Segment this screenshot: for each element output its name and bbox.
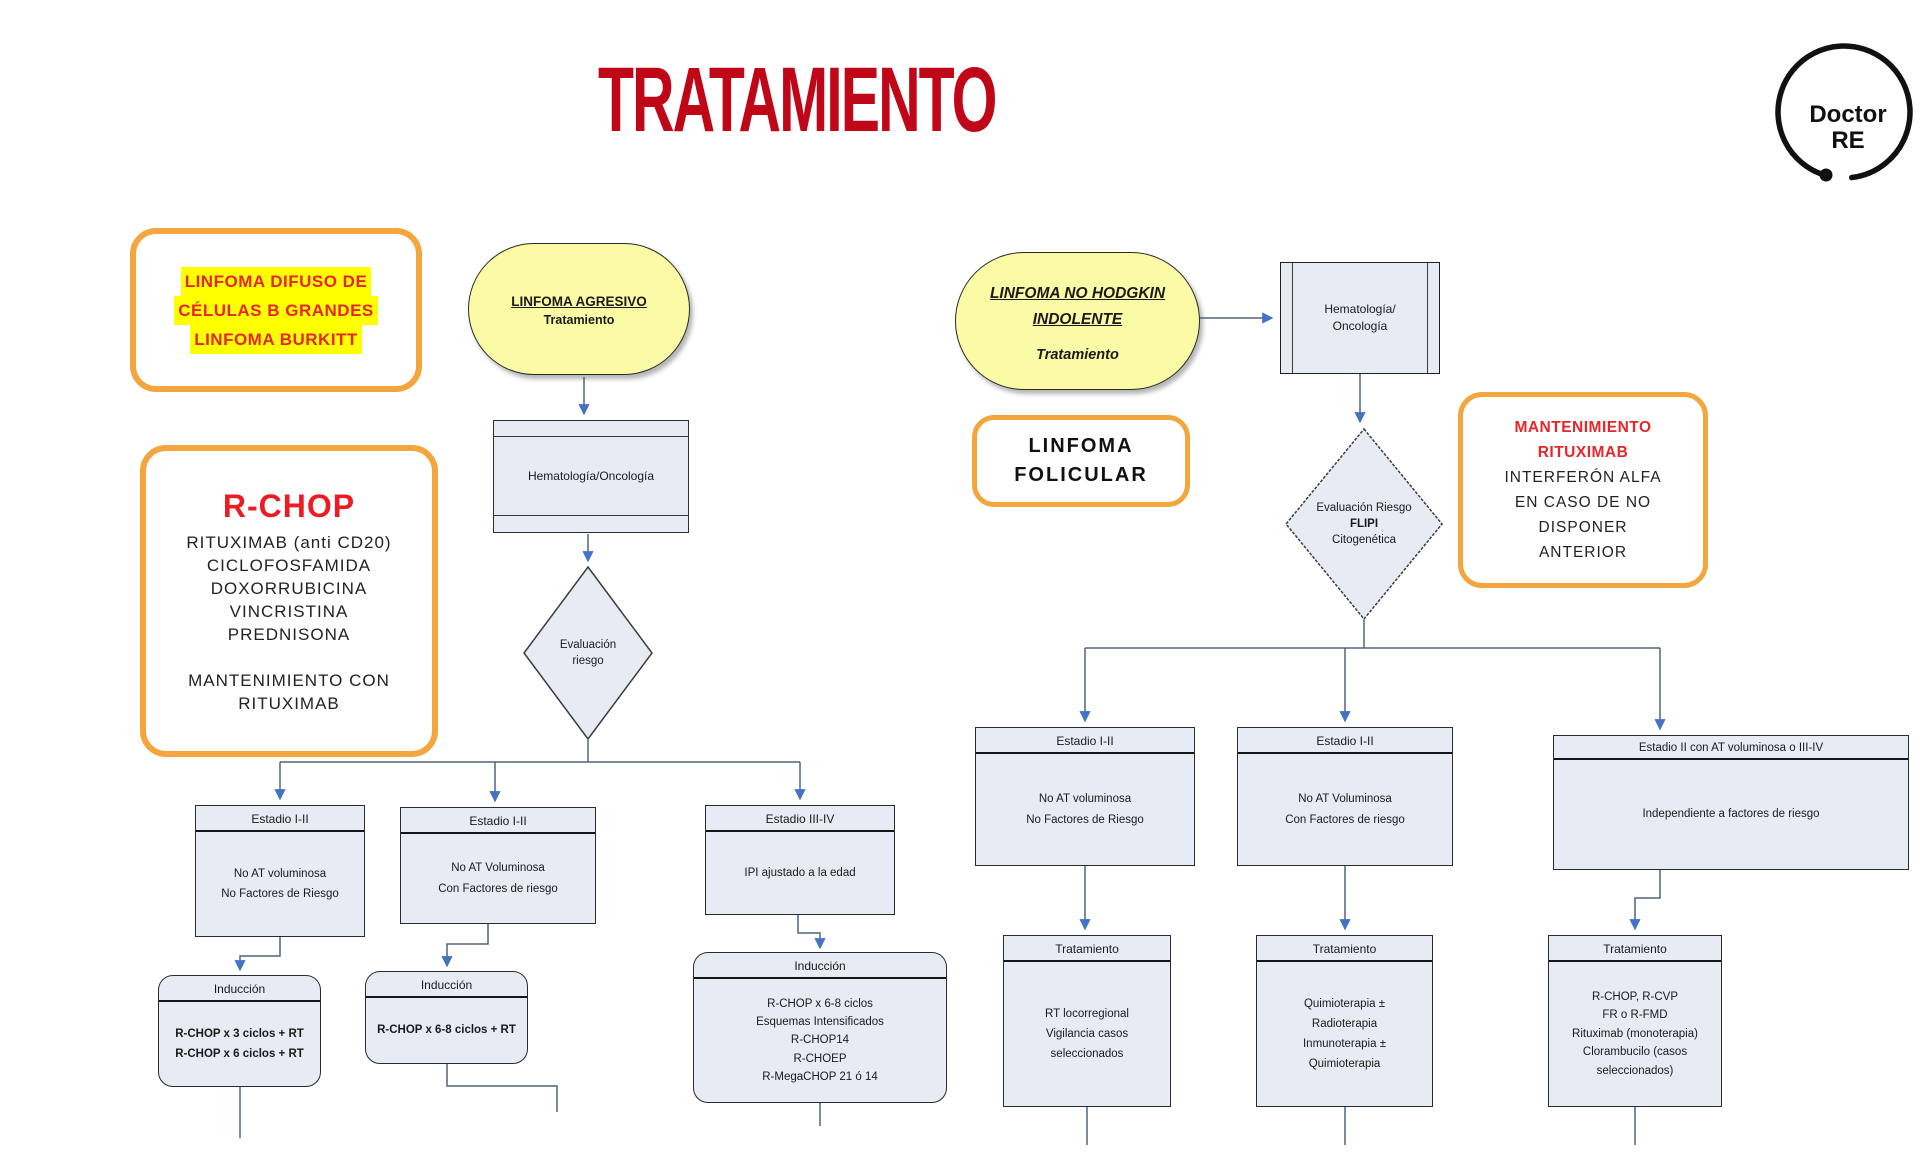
induction-box-1-header: Inducción — [159, 976, 320, 1002]
arrow-stage2-to-induction2 — [447, 924, 488, 966]
induction-box-3-header: Inducción — [694, 953, 946, 979]
page-title — [598, 48, 1219, 153]
process-band-top — [494, 421, 688, 437]
note-linfoma-difuso-line3: LINFOMA BURKITT — [190, 325, 362, 354]
logo-doctor-re — [1762, 32, 1920, 196]
induction-box-3 — [693, 952, 947, 1103]
stage-box-right-1-header: Estadio I-II — [976, 728, 1194, 754]
treatment-box-2-header: Tratamiento — [1257, 936, 1432, 962]
treatment-box-1-body: RT locorregional Vigilancia casos seleccionados — [1045, 1007, 1129, 1061]
stadium-linfoma-agresivo-subtitle: Tratamiento — [543, 312, 615, 327]
process-hematologia-left-label: Hematología/Oncología — [527, 469, 655, 483]
stage-box-left-3-body: IPI ajustado a la edad — [744, 866, 856, 879]
treatment-box-3 — [1548, 935, 1722, 1107]
note-rchop-title: R-CHOP — [222, 487, 356, 524]
stadium-linfoma-indolente-title1: LINFOMA NO HODGKIN — [989, 285, 1166, 302]
induction-box-3-body: R-CHOP x 6-8 ciclos Esquemas Intensificados R-CHOP14 R-CHOEP R-MegaCHOP 21 ó 14 — [756, 997, 884, 1084]
induction-box-2-body: R-CHOP x 6-8 ciclos + RT — [377, 1024, 516, 1037]
note-mantenimiento-red: MANTENIMIENTO RITUXIMAB — [1514, 419, 1652, 461]
note-mantenimiento-rituximab — [1458, 392, 1708, 588]
note-linfoma-difuso-line2: CÉLULAS B GRANDES — [174, 296, 378, 325]
stage-box-left-2-body: No AT Voluminosa Con Factores de riesgo — [438, 862, 558, 895]
stage-box-right-3-header: Estadio II con AT voluminosa o III-IV — [1554, 736, 1908, 760]
treatment-box-1-header: Tratamiento — [1004, 936, 1170, 962]
stage-box-right-2-body: No AT Voluminosa Con Factores de riesgo — [1285, 793, 1405, 826]
decision-flipi-line1: Evaluación Riesgo — [1316, 502, 1412, 514]
treatment-box-2 — [1256, 935, 1433, 1107]
stadium-linfoma-indolente-title2: INDOLENTE — [1032, 311, 1123, 328]
stage-box-right-2 — [1237, 727, 1453, 866]
logo-text-line2: RE — [1831, 127, 1865, 154]
stadium-linfoma-agresivo-title: LINFOMA AGRESIVO — [511, 293, 647, 309]
induction-box-1-body: R-CHOP x 3 ciclos + RT R-CHOP x 6 ciclos + RT — [175, 1027, 304, 1060]
process-band-bottom — [494, 515, 688, 532]
decision-evaluacion-riesgo — [523, 566, 653, 740]
treatment-box-3-header: Tratamiento — [1549, 936, 1721, 962]
stub-induction2 — [447, 1064, 557, 1112]
process-hematologia-right — [1280, 262, 1440, 374]
arrow-stage3-to-induction3 — [798, 915, 820, 948]
logo-circle-icon — [1762, 32, 1920, 196]
decision-evaluacion-riesgo-label: Evaluación riesgo — [559, 639, 617, 667]
stage-box-right-1-body: No AT voluminosa No Factores de Riesgo — [1026, 793, 1144, 826]
decision-flipi-line3: Citogenética — [1332, 534, 1396, 546]
stage-box-right-2-header: Estadio I-II — [1238, 728, 1452, 754]
induction-box-2 — [365, 971, 528, 1064]
stage-box-left-3 — [705, 805, 895, 915]
process-hematologia-left — [493, 420, 689, 533]
process-band-right — [1427, 263, 1439, 373]
process-hematologia-right-label: Hematología/ Oncología — [1324, 302, 1396, 333]
stage-box-left-3-header: Estadio III-IV — [706, 806, 894, 832]
note-linfoma-folicular — [972, 415, 1190, 507]
induction-box-2-header: Inducción — [366, 972, 527, 998]
logo-text-line1: Doctor — [1809, 101, 1887, 128]
note-linfoma-difuso-line1: LINFOMA DIFUSO DE — [181, 267, 372, 296]
process-band-left — [1281, 263, 1293, 373]
note-rchop-body: RITUXIMAB (anti CD20) CICLOFOSFAMIDA DOXORRUBICINA VINCRISTINA PREDNISONA MANTENIMIENTO CON RITUXIMAB — [186, 532, 392, 713]
induction-box-1 — [158, 975, 321, 1087]
note-mantenimiento-black: INTERFERÓN ALFA EN CASO DE NO DISPONER ANTERIOR — [1504, 469, 1662, 561]
stage-box-right-3 — [1553, 735, 1909, 870]
arrow-stage1-to-induction1 — [240, 937, 280, 970]
treatment-box-1 — [1003, 935, 1171, 1107]
treatment-box-3-body: R-CHOP, R-CVP FR o R-FMD Rituximab (monoterapia) Clorambucilo (casos seleccionados) — [1572, 991, 1698, 1077]
stadium-linfoma-indolente-subtitle: Tratamiento — [1036, 347, 1119, 363]
page-title-text: TRATAMIENTO — [598, 49, 996, 151]
decision-flipi-label — [1285, 428, 1443, 620]
stage-box-left-2-header: Estadio I-II — [401, 808, 595, 834]
note-linfoma-difuso — [130, 228, 422, 392]
stage-box-left-2 — [400, 807, 596, 924]
stage-box-left-1 — [195, 805, 365, 937]
stage-box-left-1-header: Estadio I-II — [196, 806, 364, 832]
note-linfoma-folicular-label: LINFOMA FOLICULAR — [1014, 435, 1148, 486]
decision-flipi-line2: FLIPI — [1349, 518, 1379, 530]
arrow-stage3-to-treatment3 — [1635, 870, 1660, 929]
stadium-linfoma-agresivo — [468, 243, 690, 375]
decision-flipi — [1285, 428, 1443, 620]
note-rchop — [140, 445, 438, 757]
treatment-box-2-body: Quimioterapia ± Radioterapia Inmunoterapia ± Quimioterapia — [1302, 997, 1387, 1071]
stage-box-right-3-body: Independiente a factores de riesgo — [1642, 808, 1820, 821]
stadium-linfoma-indolente — [955, 252, 1200, 390]
stage-box-left-1-body: No AT voluminosa No Factores de Riesgo — [221, 867, 339, 900]
stage-box-right-1 — [975, 727, 1195, 866]
